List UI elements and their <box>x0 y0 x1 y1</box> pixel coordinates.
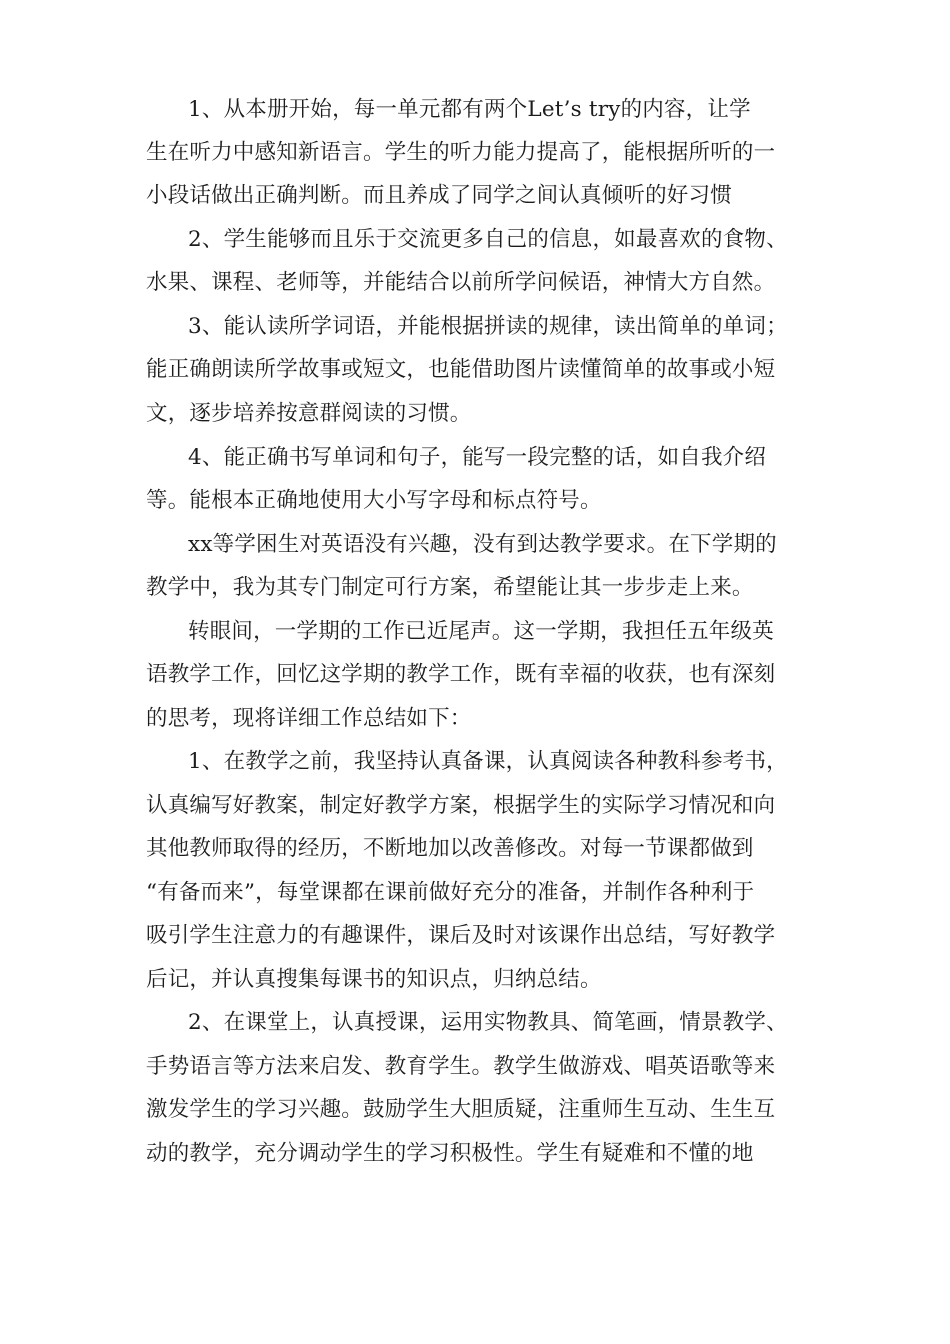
text-line: 水果、课程、老师等，并能结合以前所学问候语，神情大方自然。 <box>146 270 776 295</box>
text-line: 1、在教学之前，我坚持认真备课，认真阅读各种教科参考书， <box>188 749 788 774</box>
text-line: 2、在课堂上，认真授课，运用实物教具、简笔画，情景教学、 <box>188 1010 788 1035</box>
text-line: 3、能认读所学词语，并能根据拼读的规律，读出简单的单词； <box>188 314 788 339</box>
text-line: 1、从本册开始，每一单元都有两个Let’s try的内容，让学 <box>188 97 751 122</box>
text-line: 吸引学生注意力的有趣课件，课后及时对该课作出总结，写好教学 <box>146 923 776 948</box>
text-line: 后记，并认真搜集每课书的知识点，归纳总结。 <box>146 967 602 992</box>
text-line: 等。能根本正确地使用大小写字母和标点符号。 <box>146 488 602 513</box>
text-line: 文，逐步培养按意群阅读的习惯。 <box>146 401 472 426</box>
text-line: 小段话做出正确判断。而且养成了同学之间认真倾听的好习惯 <box>146 183 732 208</box>
text-line: 其他教师取得的经历，不断地加以改善修改。对每一节课都做到 <box>146 836 754 861</box>
text-line: 能正确朗读所学故事或短文，也能借助图片读懂简单的故事或小短 <box>146 357 776 382</box>
text-line: 转眼间，一学期的工作已近尾声。这一学期，我担任五年级英 <box>188 619 774 644</box>
text-line: 认真编写好教案，制定好教学方案，根据学生的实际学习情况和向 <box>146 793 776 818</box>
text-line: 的思考，现将详细工作总结如下： <box>146 706 472 731</box>
text-line: 教学中，我为其专门制定可行方案，希望能让其一步步走上来。 <box>146 575 754 600</box>
text-line: 动的教学，充分调动学生的学习积极性。学生有疑难和不懂的地 <box>146 1141 754 1166</box>
text-line: 4、能正确书写单词和句子，能写一段完整的话，如自我介绍 <box>188 445 767 470</box>
text-line: “有备而来”，每堂课都在课前做好充分的准备，并制作各种利于 <box>146 880 755 905</box>
text-line: 生在听力中感知新语言。学生的听力能力提高了，能根据所听的一 <box>146 140 776 165</box>
text-line: xx等学困生对英语没有兴趣，没有到达教学要求。在下学期的 <box>188 532 777 557</box>
text-line: 语教学工作，回忆这学期的教学工作，既有幸福的收获，也有深刻 <box>146 662 776 687</box>
text-line: 手势语言等方法来启发、教育学生。教学生做游戏、唱英语歌等来 <box>146 1054 776 1079</box>
text-line: 激发学生的学习兴趣。鼓励学生大胆质疑，注重师生互动、生生互 <box>146 1097 776 1122</box>
text-line: 2、学生能够而且乐于交流更多自己的信息，如最喜欢的食物、 <box>188 227 788 252</box>
